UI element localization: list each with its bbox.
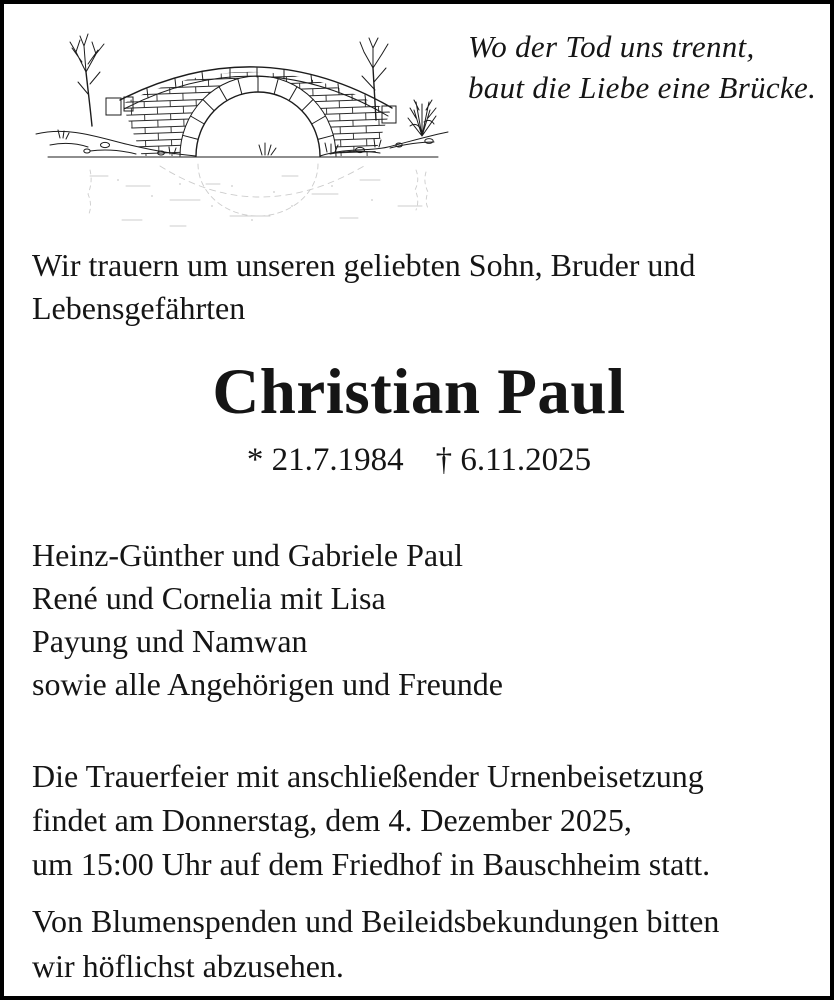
mourner-line: René und Cornelia mit Lisa [32, 580, 386, 616]
death-date: † 6.11.2025 [435, 442, 592, 478]
service-paragraph [32, 754, 806, 886]
mourner-line: Heinz-Günther und Gabriele Paul [32, 537, 463, 573]
water-reflection [88, 164, 429, 226]
notice-body [32, 244, 806, 989]
mourner-line: sowie alle Angehörigen und Freunde [32, 666, 503, 702]
intro-line: Wir trauern um unseren geliebten Sohn, Bruder und [32, 247, 696, 283]
mourner-line: Payung und Namwan [32, 623, 308, 659]
life-dates [32, 442, 806, 479]
service-line: Die Trauerfeier mit anschließender Urnenbeisetzung [32, 758, 704, 794]
quote-line: baut die Liebe eine Brücke. [468, 70, 817, 105]
service-line: findet am Donnerstag, dem 4. Dezember 2025, [32, 802, 632, 838]
intro-line: Lebensgefährten [32, 290, 246, 326]
epigraph-quote [468, 26, 816, 108]
quote-line: Wo der Tod uns trennt, [468, 29, 755, 64]
intro-paragraph [32, 244, 806, 330]
service-line: um 15:00 Uhr auf dem Friedhof in Bauschheim statt. [32, 846, 711, 882]
mourners-list [32, 534, 806, 706]
birth-date: * 21.7.1984 [246, 442, 404, 478]
stone-bridge-drawing-svg [30, 14, 454, 242]
condolence-line: Von Blumenspenden und Beileidsbekundungen bitten [32, 903, 720, 939]
condolence-line: wir höflichst abzusehen. [32, 948, 344, 984]
deceased-name: Christian Paul [212, 356, 626, 428]
condolence-note-paragraph [32, 899, 806, 989]
bridge-face [122, 72, 390, 156]
bridge-illustration [30, 14, 454, 242]
